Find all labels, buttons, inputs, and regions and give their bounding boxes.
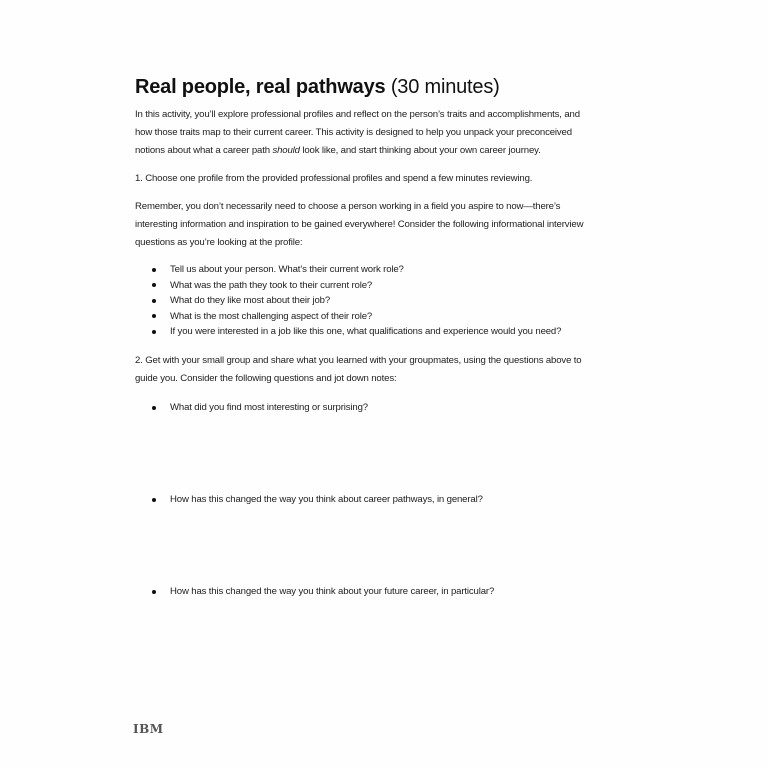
page-title [135,74,500,100]
title-duration: (30 minutes) [385,76,500,98]
interview-questions-list [152,262,561,340]
remember-line-2: interesting information and inspiration to be gained everywhere! Consider the following informational interview [135,219,584,230]
reflection-question-3 [152,584,494,600]
list-item-text: How has this changed the way you think about your future career, in particular? [170,586,495,597]
list-item-text: If you were interested in a job like this one, what qualifications and experience would you need? [170,326,562,337]
step-1-instruction [135,170,655,188]
reflection-question-2 [152,492,483,508]
list-item-text: What is the most challenging aspect of their role? [170,310,373,322]
intro-line-2: how those traits map to their current career. This activity is designed to help you unpack your preconceived [135,127,572,138]
step-2-instruction [135,352,655,388]
bullet-icon [152,330,156,334]
bullet-icon [152,268,156,272]
list-item [152,278,561,294]
bullet-icon [152,498,156,502]
bullet-icon [152,590,156,594]
bullet-icon [152,406,156,410]
step-1-text: 1. Choose one profile from the provided professional profiles and spend a few minutes reviewing. [135,173,533,184]
bullet-icon [152,283,156,287]
intro-line-3-end: look like, and start thinking about your own career journey. [299,145,541,156]
list-item-text: What do they like most about their job? [170,295,330,306]
list-item-text: How has this changed the way you think about career pathways, in general? [170,494,483,505]
ibm-logo: IBM [133,722,164,736]
title-main: Real people, real pathways [135,76,386,98]
intro-emphasis: should [272,145,300,156]
list-item-text: What was the path they took to their current role? [170,279,373,291]
remember-line-1: Remember, you don’t necessarily need to choose a person working in a field you aspire to now—there’s [135,201,561,212]
intro-line-1: In this activity, you’ll explore professional profiles and reflect on the person’s traits and accomplishments, and [135,109,580,120]
list-item-text: What did you find most interesting or surprising? [170,402,368,413]
step-2-line-1: 2. Get with your small group and share what you learned with your groupmates, using the questions above to [135,355,582,366]
intro-paragraph [135,106,655,160]
step-2-line-2: guide you. Consider the following questions and jot down notes: [135,373,397,384]
list-item [152,309,561,325]
bullet-icon [152,314,156,318]
remember-line-3: questions as you’re looking at the profile: [135,237,303,248]
reflection-question-1 [152,400,368,416]
intro-line-3 [135,142,655,160]
remember-paragraph [135,198,655,252]
list-item-text: Tell us about your person. What’s their current work role? [170,264,404,275]
bullet-icon [152,299,156,303]
intro-line-3-start: notions about what a career path [135,145,273,156]
list-item [152,324,561,340]
list-item [152,293,561,309]
list-item [152,262,561,278]
